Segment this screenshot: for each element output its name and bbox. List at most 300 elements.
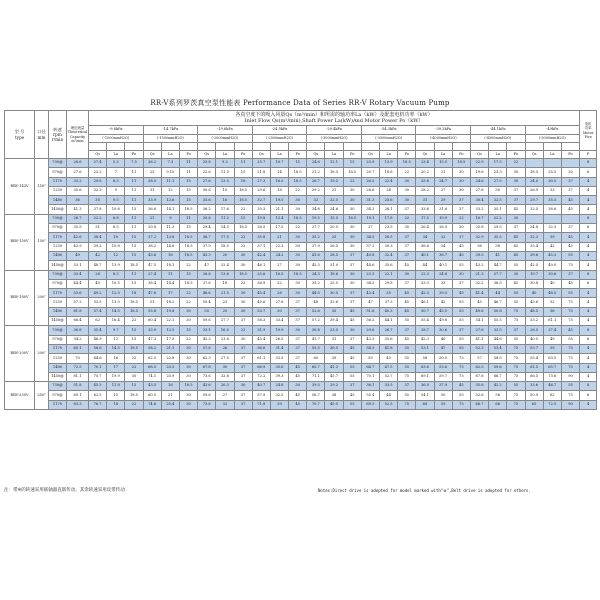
value-cell: 35 (380, 289, 398, 298)
letter-header-motor: P (580, 151, 597, 159)
letter-header: Po (398, 151, 416, 159)
value-cell: 43.5 (143, 382, 161, 391)
motor-cell: 4 (580, 344, 597, 353)
value-cell: 15 (179, 196, 197, 205)
value-cell: 39 (543, 233, 561, 242)
letter-header: La (434, 151, 452, 159)
value-cell: 20.6 (198, 214, 216, 223)
value-cell: 34.2 (361, 279, 379, 288)
value-cell: 14.5 (216, 224, 234, 233)
value-cell: 53.4 (489, 344, 507, 353)
value-cell: 74.6 (143, 400, 161, 409)
value-cell: 9.2 (216, 159, 234, 168)
value-cell: 24.8 (434, 270, 452, 279)
value-cell: 42 (89, 251, 107, 260)
value-cell: 34.3 (361, 205, 379, 214)
value-cell: 33.6 (525, 382, 543, 391)
value-cell: 55.4 (525, 354, 543, 363)
spacer-cell (380, 143, 398, 151)
value-cell: 18.5 (234, 186, 252, 195)
value-cell: 12.5 (161, 326, 179, 335)
value-cell: 55 (507, 289, 525, 298)
table-row (5, 251, 597, 260)
value-cell: 17.6 (216, 205, 234, 214)
value-cell: 30 (343, 233, 361, 242)
value-cell: 50.4 (198, 298, 216, 307)
value-cell: 19.8 (161, 307, 179, 316)
value-cell: 24.6 (307, 159, 325, 168)
value-cell: 30 (179, 363, 197, 372)
value-cell: 22.2 (89, 214, 107, 223)
value-cell: 23.3 (161, 363, 179, 372)
letter-header: La (161, 151, 179, 159)
value-cell: 35.8 (252, 233, 270, 242)
value-cell: 9 (107, 186, 125, 195)
value-cell: 37.4 (543, 326, 561, 335)
value-cell: 26.2 (143, 159, 161, 168)
value-cell: 36.2 (198, 205, 216, 214)
value-cell: 45 (507, 251, 525, 260)
value-cell: 72.2 (252, 372, 270, 381)
value-cell: 30.8 (307, 326, 325, 335)
value-cell: 16 (107, 354, 125, 363)
letter-header: La (270, 151, 288, 159)
spacer-cell (107, 143, 125, 151)
value-cell: 21.8 (216, 335, 234, 344)
value-cell: 22.3 (270, 242, 288, 251)
condition-header: -49kPa (525, 126, 580, 135)
value-cell: 50.7 (416, 307, 434, 316)
value-cell: 22.1 (161, 317, 179, 326)
value-cell: 45 (343, 317, 361, 326)
col-header-caliber: 口径 mm (35, 111, 49, 159)
theory-cell: 41.3 (67, 205, 89, 214)
value-cell: 9.15 (161, 168, 179, 177)
value-cell: 54.3 (361, 344, 379, 353)
value-cell: 45 (507, 242, 525, 251)
value-cell: 38.6 (543, 205, 561, 214)
value-cell: 27.6 (470, 186, 488, 195)
value-cell: 16.5 (270, 270, 288, 279)
value-cell: 40.5 (525, 335, 543, 344)
value-cell: 65 (525, 400, 543, 409)
value-cell: 44.7 (489, 261, 507, 270)
value-cell: 27.4 (89, 159, 107, 168)
value-cell: 37 (343, 289, 361, 298)
value-cell: 22 (179, 261, 197, 270)
value-cell: 33.9 (143, 326, 161, 335)
value-cell: 30 (343, 196, 361, 205)
value-cell: 33.3 (416, 279, 434, 288)
value-cell: 52.3 (470, 344, 488, 353)
value-cell: 22 (125, 400, 143, 409)
value-cell: 47 (434, 344, 452, 353)
table-row (5, 159, 597, 168)
value-cell: 59 (361, 354, 379, 363)
value-cell: 29.8 (143, 224, 161, 233)
value-cell: 34.5 (361, 233, 379, 242)
value-cell: 46.9 (89, 335, 107, 344)
value-cell: 75 (561, 344, 579, 353)
value-cell: 45 (343, 307, 361, 316)
value-cell: 37 (343, 298, 361, 307)
speed-cell: 730@ (49, 159, 67, 168)
value-cell: 30 (179, 317, 197, 326)
value-cell: 30 (452, 186, 470, 195)
value-cell: 11 (161, 270, 179, 279)
value-cell: 41.4 (470, 289, 488, 298)
letter-header: Qs (361, 151, 379, 159)
value-cell: 45 (561, 196, 579, 205)
value-cell: 11 (179, 159, 197, 168)
value-cell: 58.3 (252, 317, 270, 326)
value-cell: 30 (398, 177, 416, 186)
value-cell: 53.2 (525, 317, 543, 326)
value-cell: 55 (507, 382, 525, 391)
value-cell: 30 (343, 242, 361, 251)
value-cell: 25 (216, 307, 234, 316)
pressure-header: (-4000mmH2O) (416, 135, 471, 143)
performance-sheet (4, 110, 596, 410)
value-cell: 33.1 (198, 326, 216, 335)
theory-cell: 66.4 (67, 317, 89, 326)
value-cell: 21.3 (470, 270, 488, 279)
value-cell: 18.5 (179, 205, 197, 214)
value-cell: 11.2 (216, 214, 234, 223)
value-cell: 41.7 (307, 335, 325, 344)
value-cell: 30 (398, 270, 416, 279)
spacer-cell (307, 143, 325, 151)
value-cell: 37 (398, 279, 416, 288)
value-cell: 30 (507, 168, 525, 177)
value-cell: 14.6 (161, 242, 179, 251)
value-cell: 30 (289, 205, 307, 214)
motor-cell: 8 (580, 214, 597, 223)
value-cell: 24.6 (325, 205, 343, 214)
value-cell: 37 (398, 382, 416, 391)
model-cell: RRV-180V (5, 270, 35, 326)
value-cell: 25.6 (252, 270, 270, 279)
value-cell: 33.6 (416, 205, 434, 214)
table-row (5, 242, 597, 251)
spacer-cell (525, 143, 543, 151)
value-cell: 19.6 (470, 168, 488, 177)
value-cell: 12.6 (161, 196, 179, 205)
value-cell: 22.1 (380, 270, 398, 279)
value-cell: 28.6 (361, 186, 379, 195)
motor-cell: 4 (580, 251, 597, 260)
theory-cell: 81.1 (67, 372, 89, 381)
value-cell: 30 (343, 279, 361, 288)
value-cell: 17 (161, 289, 179, 298)
value-cell: 35.6 (470, 382, 488, 391)
value-cell: 11 (234, 159, 252, 168)
value-cell: 30.6 (198, 186, 216, 195)
value-cell: 22 (270, 279, 288, 288)
speed-cell: 1250 (49, 354, 67, 363)
performance-table (4, 110, 597, 410)
value-cell: 18.5 (179, 251, 197, 260)
speed-cell: 1450@ (49, 372, 67, 381)
value-cell: 9.7 (107, 326, 125, 335)
letter-header: Qs (143, 151, 161, 159)
value-cell: 11 (125, 224, 143, 233)
value-cell: 45.5 (434, 307, 452, 316)
value-cell: 40.7 (252, 382, 270, 391)
motor-cell: 4 (580, 372, 597, 381)
value-cell: 31 (416, 196, 434, 205)
value-cell: 46.1 (252, 261, 270, 270)
value-cell: 8.3 (107, 177, 125, 186)
value-cell: 32.2 (470, 279, 488, 288)
value-cell: 59.6 (198, 317, 216, 326)
value-cell: 29.2 (325, 382, 343, 391)
value-cell: 59 (543, 344, 561, 353)
value-cell: 20.5 (325, 224, 343, 233)
value-cell: 50.5 (434, 354, 452, 363)
value-cell: 22 (452, 214, 470, 223)
value-cell: 40 (543, 279, 561, 288)
value-cell: 11.8 (107, 382, 125, 391)
value-cell: 32.9 (470, 233, 488, 242)
value-cell: 54.1 (416, 391, 434, 400)
value-cell: 46.6 (198, 289, 216, 298)
speed-cell: 1450@ (49, 261, 67, 270)
value-cell: 72.5 (543, 400, 561, 409)
value-cell: 49 (543, 335, 561, 344)
value-cell: 36.6 (416, 242, 434, 251)
value-cell: 22 (179, 335, 197, 344)
value-cell: 37 (452, 279, 470, 288)
value-cell: 27.6 (470, 326, 488, 335)
speed-cell: 970@ (49, 391, 67, 400)
value-cell: 52.7 (380, 372, 398, 381)
motor-cell: 4 (580, 205, 597, 214)
value-cell: 41.8 (380, 344, 398, 353)
value-cell: 73.6 (543, 372, 561, 381)
value-cell: 22 (289, 186, 307, 195)
value-cell: 40.3 (380, 307, 398, 316)
spacer-cell (416, 143, 434, 151)
value-cell: 26 (270, 289, 288, 298)
value-cell: 37 (289, 354, 307, 363)
value-cell: 40.1 (416, 251, 434, 260)
value-cell: 30 (179, 344, 197, 353)
value-cell: 28 (89, 270, 107, 279)
motor-cell: 8 (580, 382, 597, 391)
value-cell: 18.5 (125, 261, 143, 270)
spacer-cell (125, 143, 143, 151)
theory-cell: 69.1 (67, 391, 89, 400)
value-cell: 15 (343, 159, 361, 168)
value-cell: 43.4 (361, 289, 379, 298)
value-cell: 13.4 (270, 214, 288, 223)
value-cell: 37.3 (380, 298, 398, 307)
value-cell: 32.5 (270, 391, 288, 400)
value-cell: 40.1 (434, 261, 452, 270)
value-cell: 55 (452, 261, 470, 270)
motor-cell: 4 (580, 354, 597, 363)
value-cell: 55 (198, 307, 216, 316)
header-row-caption (5, 111, 597, 126)
value-cell: 30 (561, 168, 579, 177)
value-cell: 39.3 (270, 372, 288, 381)
value-cell: 15 (125, 233, 143, 242)
value-cell: 30.8 (525, 279, 543, 288)
value-cell: 56.7 (307, 391, 325, 400)
value-cell: 34 (416, 233, 434, 242)
value-cell: 26.7 (307, 177, 325, 186)
value-cell: 45 (452, 289, 470, 298)
value-cell: 62.5 (89, 391, 107, 400)
spacer-cell (234, 143, 252, 151)
value-cell: 18.5 (289, 270, 307, 279)
value-cell: 67.8 (470, 372, 488, 381)
value-cell: 37 (234, 363, 252, 372)
value-cell: 55 (398, 391, 416, 400)
value-cell: 19.9 (434, 214, 452, 223)
value-cell: 18.5 (125, 298, 143, 307)
value-cell: 18.5 (216, 242, 234, 251)
value-cell: 29.3 (380, 279, 398, 288)
value-cell: 55 (343, 372, 361, 381)
value-cell: 40 (89, 279, 107, 288)
spacer-cell (507, 143, 525, 151)
letter-header: La (216, 151, 234, 159)
value-cell: 59.6 (198, 391, 216, 400)
value-cell: 75 (507, 344, 525, 353)
letter-header: Po (452, 151, 470, 159)
value-cell: 29.6 (361, 326, 379, 335)
speed-cell: 1170 (49, 289, 67, 298)
value-cell: 30 (289, 289, 307, 298)
caption-cn: 各真空度下的吸入风量Qs（m³/min）和所需的轴功率La（kW）及配套电机功率（kW） (235, 111, 433, 118)
value-cell: 22 (234, 233, 252, 242)
model-cell: RRV-250V (5, 382, 35, 410)
value-cell: 14 (270, 168, 288, 177)
table-row (5, 177, 597, 186)
spacer-cell (452, 143, 470, 151)
value-cell: 53.7 (252, 307, 270, 316)
value-cell: 76.7 (89, 400, 107, 409)
spacer-cell (470, 143, 488, 151)
value-cell: 48 (307, 298, 325, 307)
value-cell: 13.9 (380, 159, 398, 168)
value-cell: 38.4 (143, 279, 161, 288)
value-cell: 32.5 (543, 224, 561, 233)
value-cell: 27 (361, 224, 379, 233)
value-cell: 25.8 (470, 224, 488, 233)
value-cell: 32 (216, 400, 234, 409)
pressure-header: (-1500mmH2O) (143, 135, 198, 143)
value-cell: 35.5 (543, 196, 561, 205)
value-cell: 55 (561, 289, 579, 298)
value-cell: 19.9 (107, 372, 125, 381)
value-cell: 45.3 (89, 382, 107, 391)
value-cell: 32.6 (325, 298, 343, 307)
value-cell: 47.5 (380, 363, 398, 372)
value-cell: 23.3 (489, 168, 507, 177)
value-cell: 18.5 (343, 214, 361, 223)
value-cell: 30 (452, 168, 470, 177)
value-cell: 75 (507, 317, 525, 326)
value-cell: 19.5 (270, 196, 288, 205)
value-cell: 36.9 (416, 382, 434, 391)
value-cell: 30 (507, 177, 525, 186)
value-cell: 70.1 (89, 363, 107, 372)
value-cell: 55 (561, 251, 579, 260)
value-cell: 45 (343, 344, 361, 353)
motor-cell: 4 (580, 186, 597, 195)
value-cell: 11.3 (161, 224, 179, 233)
value-cell: 31.9 (252, 326, 270, 335)
value-cell: 10.5 (107, 279, 125, 288)
value-cell: 30 (507, 214, 525, 223)
value-cell: 19.8 (252, 214, 270, 223)
value-cell: 30.5 (325, 289, 343, 298)
value-cell: 45 (507, 233, 525, 242)
model-cell: RRV-150V (5, 214, 35, 270)
value-cell: 51 (143, 298, 161, 307)
value-cell: 39.6 (525, 251, 543, 260)
spacer-cell (179, 143, 197, 151)
value-cell: 33 (543, 186, 561, 195)
table-row (5, 391, 597, 400)
value-cell: 67.8 (198, 363, 216, 372)
value-cell: 47 (198, 261, 216, 270)
table-row (5, 196, 597, 205)
value-cell: 35.4 (89, 326, 107, 335)
value-cell: 42.4 (252, 251, 270, 260)
spacer-cell (343, 143, 361, 151)
table-row (5, 317, 597, 326)
table-row (5, 335, 597, 344)
value-cell: 21 (434, 168, 452, 177)
value-cell: 22.2 (489, 214, 507, 223)
speed-cell: 1480 (49, 196, 67, 205)
table-row (5, 168, 597, 177)
col-header-theory: 理论流量 Theoretical Capacity m³/min (67, 111, 89, 159)
value-cell: 52 (543, 298, 561, 307)
table-row (5, 344, 597, 353)
value-cell: 39 (325, 354, 343, 363)
value-cell: 18.5 (398, 159, 416, 168)
condition-header: -29.4kPa (307, 126, 362, 135)
letter-header: Qs (89, 151, 107, 159)
value-cell: 33.5 (270, 354, 288, 363)
value-cell: 75 (561, 317, 579, 326)
value-cell: 30 (234, 251, 252, 260)
value-cell: 35.5 (489, 233, 507, 242)
value-cell: 30 (289, 242, 307, 251)
value-cell: 47.6 (143, 289, 161, 298)
value-cell: 23 (143, 168, 161, 177)
value-cell: 46.7 (543, 382, 561, 391)
value-cell: 27.7 (216, 317, 234, 326)
value-cell: 30 (289, 326, 307, 335)
speed-cell: 1480 (49, 251, 67, 260)
value-cell: 57.6 (198, 344, 216, 353)
value-cell: 21.5 (216, 289, 234, 298)
value-cell: 40.8 (361, 251, 379, 260)
value-cell: 32.4 (380, 251, 398, 260)
value-cell: 37 (507, 196, 525, 205)
theory-cell: 42.6 (67, 233, 89, 242)
value-cell: 28.2 (416, 186, 434, 195)
value-cell: 13.8 (161, 233, 179, 242)
value-cell: 20.2 (416, 168, 434, 177)
table-row (5, 261, 597, 270)
